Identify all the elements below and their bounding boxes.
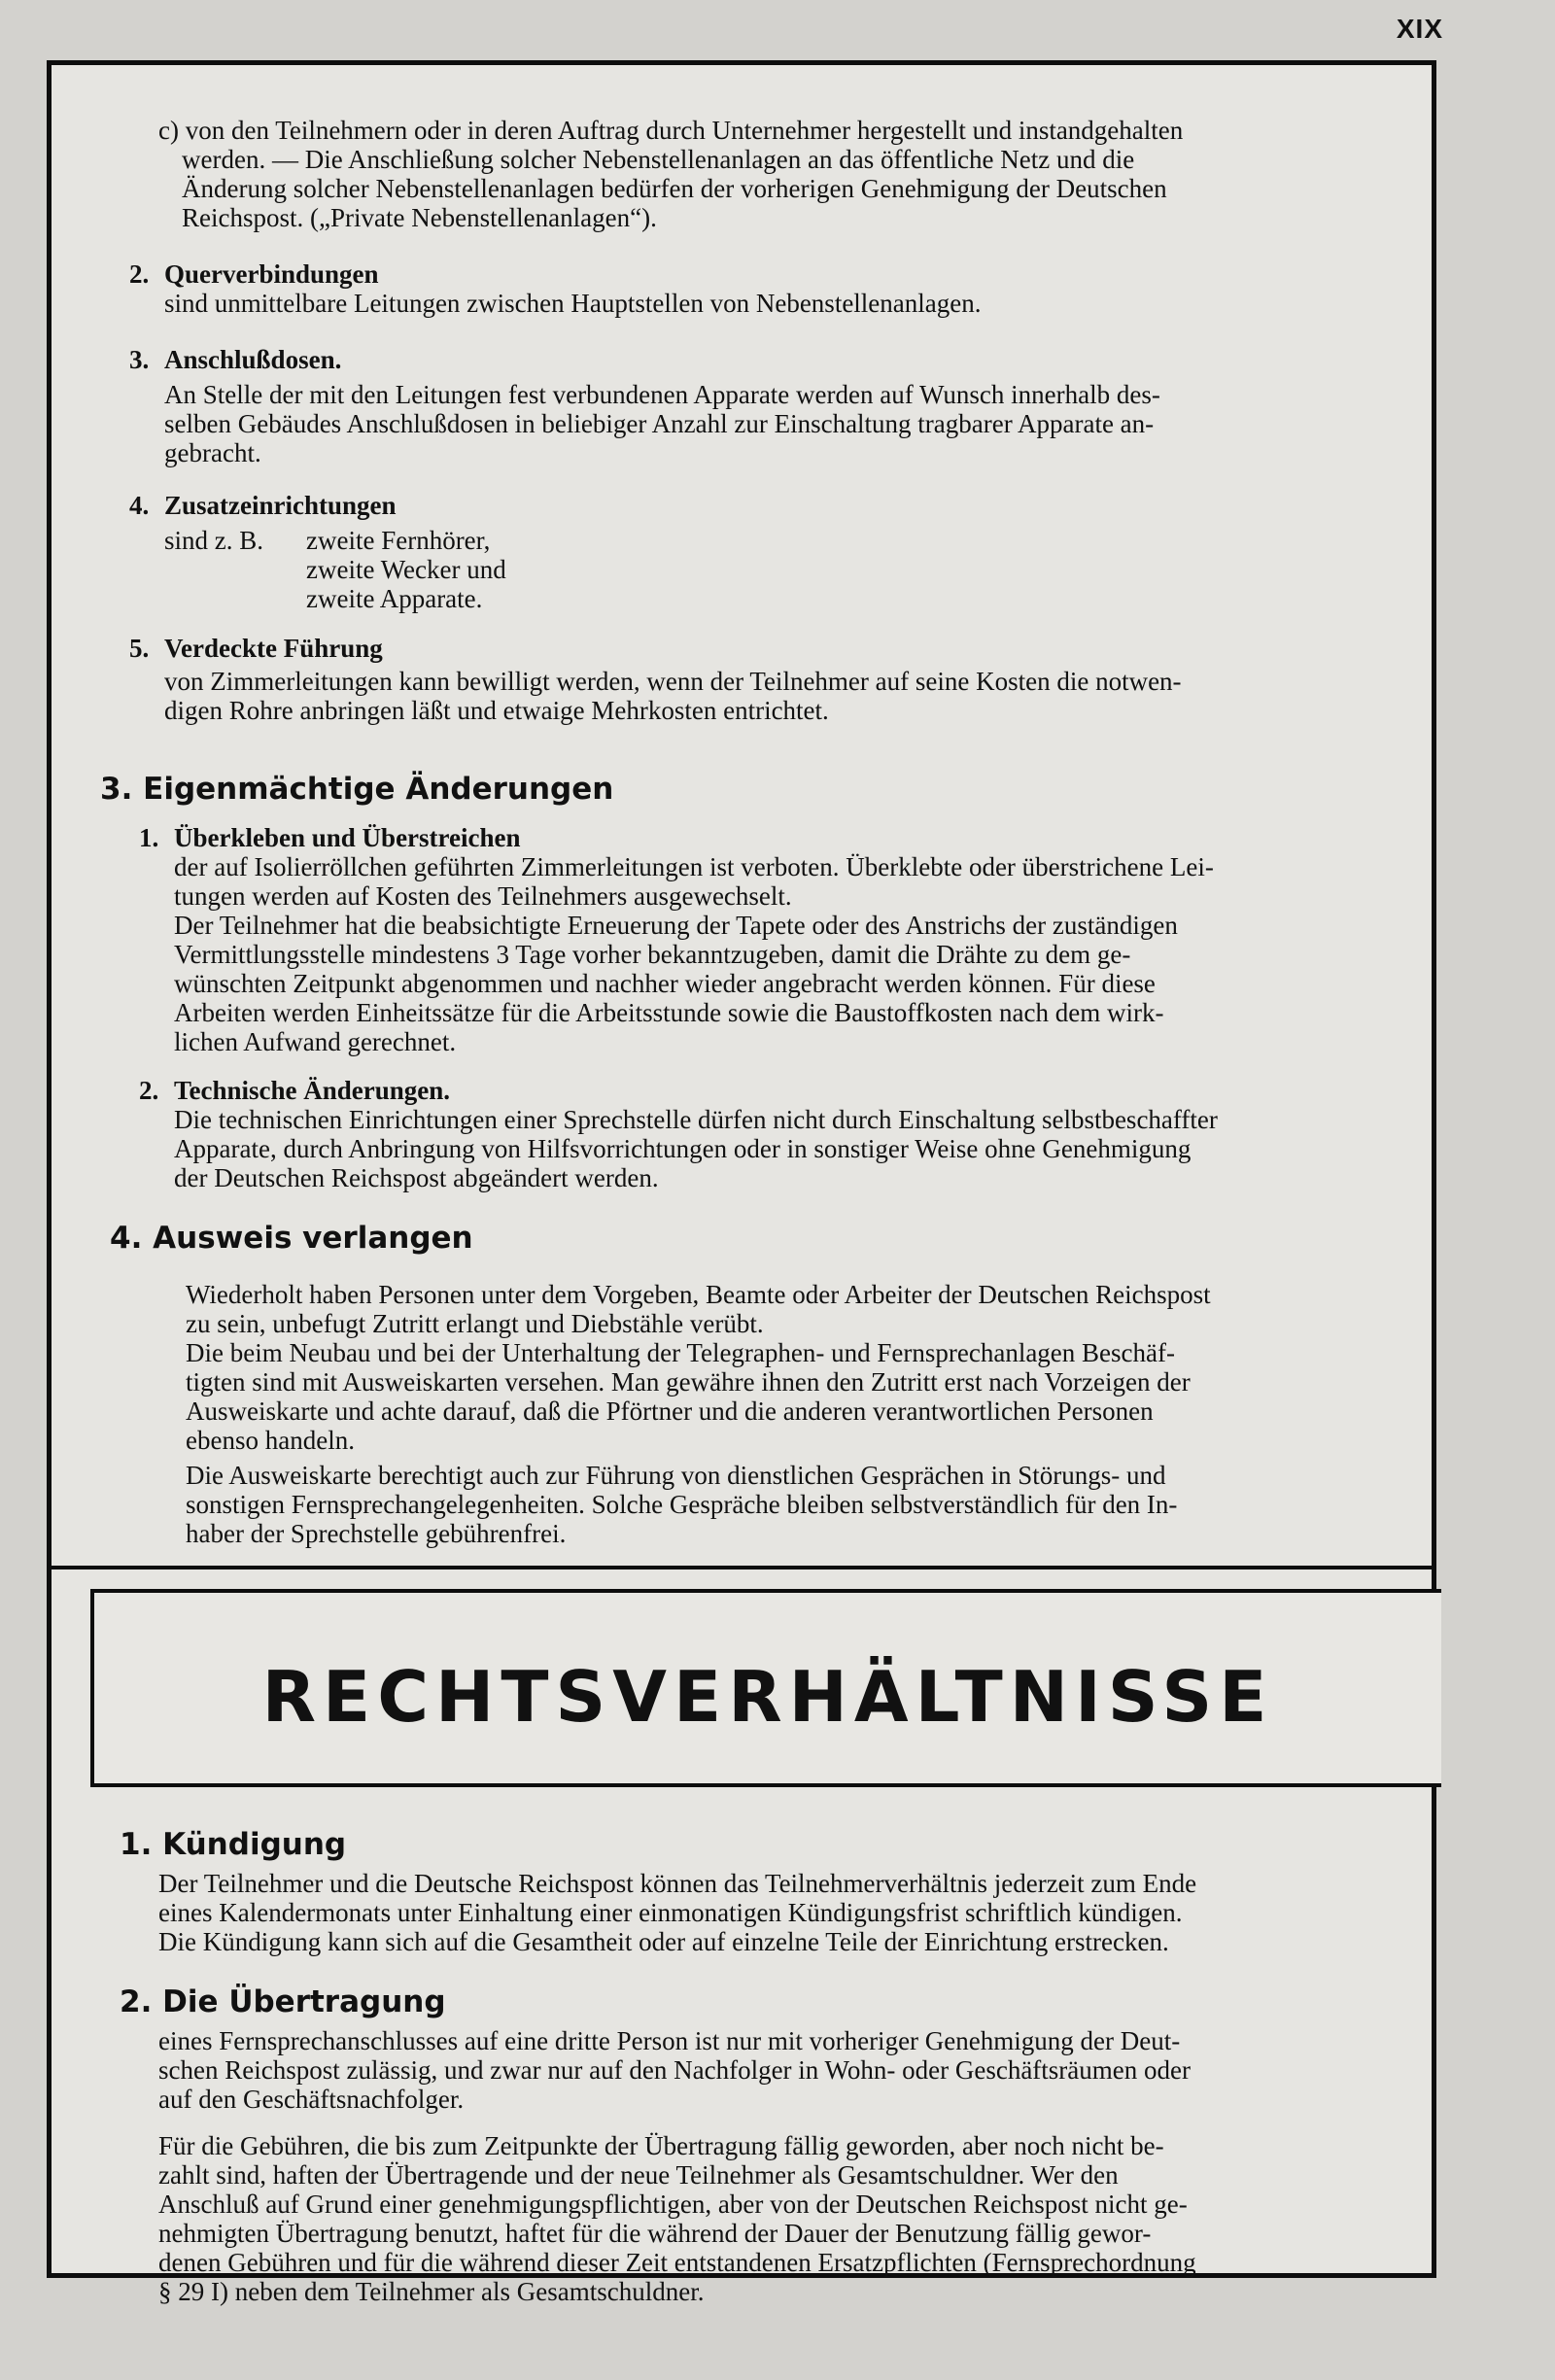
top-section <box>52 65 1432 1569</box>
text-line: Anschluß auf Grund einer genehmigungspflichtigen, aber von der Deutschen Reichspost nicht ge- <box>158 2190 1188 2219</box>
item-title: Querverbindungen <box>164 259 379 289</box>
item-c-paragraph <box>158 116 1364 232</box>
text-line: zahlt sind, haften der Übertragende und der neue Teilnehmer als Gesamtschuldner. Wer den <box>158 2160 1119 2190</box>
list-item: zweite Fernhörer, <box>306 526 491 555</box>
text-line: schen Reichspost zulässig, und zwar nur auf den Nachfolger in Wohn- oder Geschäftsräumen oder <box>158 2055 1191 2085</box>
item-number: 5. <box>129 634 150 663</box>
item-title: Verdeckte Führung <box>164 634 383 663</box>
text-line: Ausweiskarte und achte darauf, daß die Pförtner und die anderen verantwortlichen Personen <box>186 1397 1154 1426</box>
item-number: 2. <box>139 1076 159 1105</box>
item-heading <box>129 345 1364 374</box>
item-verdeckte-fuehrung <box>129 634 1364 725</box>
text-line: An Stelle der mit den Leitungen fest verbundenen Apparate werden auf Wunsch innerhalb des- <box>164 380 1160 409</box>
list-item: zweite Apparate. <box>306 584 483 613</box>
text-line: tigten sind mit Ausweiskarten versehen. Man gewähre ihnen den Zutritt erst nach Vorzeigen der <box>186 1367 1191 1397</box>
text-line: denen Gebühren und für die während dieser Zeit entstandenen Ersatzpflichten (Fernsprechordnung <box>158 2248 1196 2277</box>
text-line: § 29 I) neben dem Teilnehmer als Gesamtschuldner. <box>158 2277 705 2306</box>
text-line: Arbeiten werden Einheitssätze für die Arbeitsstunde sowie die Baustoffkosten nach dem wirk- <box>174 998 1164 1027</box>
text-line: werden. — Die Anschließung solcher Nebenstellenanlagen an das öffentliche Netz und die <box>182 145 1135 174</box>
text-line: Die beim Neubau und bei der Unterhaltung der Telegraphen- und Fernsprechanlagen Beschäf- <box>186 1338 1175 1367</box>
section-heading-eigenmaechtige-aenderungen: 3. Eigenmächtige Änderungen <box>100 772 614 807</box>
list-prefix: sind z. B. <box>164 526 264 555</box>
ausweis-paragraph-2 <box>186 1461 1395 1548</box>
text-line: nehmigten Übertragung benutzt, haftet für die während der Dauer der Benutzung fällig gewor- <box>158 2219 1152 2248</box>
item-heading <box>139 823 1393 852</box>
text-line: der auf Isolierröllchen geführten Zimmerleitungen ist verboten. Überklebte oder überstrichene Lei- <box>174 852 1214 881</box>
text-line: tungen werden auf Kosten des Teilnehmers ausgewechselt. <box>174 881 792 911</box>
item-zusatzeinrichtungen <box>129 491 1344 613</box>
text-line: digen Rohre anbringen läßt und etwaige Mehrkosten entrichtet. <box>164 696 829 725</box>
section-banner <box>90 1589 1441 1787</box>
text-line: Die technischen Einrichtungen einer Sprechstelle dürfen nicht durch Einschaltung selbstbeschaffter <box>174 1105 1218 1134</box>
text-line: zu sein, unbefugt Zutritt erlangt und Diebstähle verübt. <box>186 1309 764 1338</box>
item-number: 3. <box>129 345 150 374</box>
uebertragung-paragraph-1 <box>158 2026 1422 2114</box>
text-line: selben Gebäudes Anschlußdosen in beliebiger Anzahl zur Einschaltung tragbarer Apparate an- <box>164 409 1155 438</box>
text-line: Änderung solcher Nebenstellenanlagen bedürfen der vorherigen Genehmigung der Deutschen <box>182 174 1167 203</box>
banner-title: RECHTSVERHÄLTNISSE <box>261 1656 1274 1738</box>
text-line: Für die Gebühren, die bis zum Zeitpunkte der Übertragung fällig geworden, aber noch nicht be- <box>158 2131 1164 2160</box>
text-line: Der Teilnehmer hat die beabsichtigte Erneuerung der Tapete oder des Anstrichs der zuständigen <box>174 911 1178 940</box>
text-line: sind unmittelbare Leitungen zwischen Hauptstellen von Nebenstellenanlagen. <box>164 289 982 318</box>
text-line: ebenso handeln. <box>186 1426 355 1455</box>
list-item: zweite Wecker und <box>306 555 506 584</box>
item-number: 4. <box>129 491 150 520</box>
item-title: Zusatzeinrichtungen <box>164 491 397 520</box>
text-line: Wiederholt haben Personen unter dem Vorgeben, Beamte oder Arbeiter der Deutschen Reichspost <box>186 1280 1211 1309</box>
item-number: 1. <box>139 823 159 852</box>
text-line: Reichspost. („Private Nebenstellenanlagen“). <box>182 203 657 232</box>
text-line: auf den Geschäftsnachfolger. <box>158 2085 465 2114</box>
text-line: Der Teilnehmer und die Deutsche Reichspost können das Teilnehmerverhältnis jederzeit zum Ende <box>158 1869 1197 1898</box>
text-line: sonstigen Fernsprechangelegenheiten. Solche Gespräche bleiben selbstverständlich für den In- <box>186 1490 1178 1519</box>
item-number: 2. <box>129 259 150 289</box>
page-frame <box>47 60 1436 2306</box>
text-line: Die Ausweiskarte berechtigt auch zur Führung von dienstlichen Gesprächen in Störungs- und <box>186 1461 1166 1490</box>
page-number: XIX <box>1396 14 1443 44</box>
text-line: gebracht. <box>164 438 261 467</box>
item-title: Überkleben und Überstreichen <box>174 823 521 852</box>
item-title: Technische Änderungen. <box>174 1076 451 1105</box>
item-heading <box>129 634 1364 663</box>
item-heading <box>139 1076 1393 1105</box>
section-heading-kuendigung: 1. Kündigung <box>120 1827 347 1862</box>
item-anschlussdosen <box>129 345 1364 467</box>
item-ueberkleben <box>139 823 1393 1056</box>
item-title: Anschlußdosen. <box>164 345 342 374</box>
kuendigung-paragraph <box>158 1869 1422 1956</box>
text-line: eines Kalendermonats unter Einhaltung einer einmonatigen Kündigungsfrist schriftlich kündigen. <box>158 1898 1183 1927</box>
uebertragung-paragraph-2 <box>158 2131 1422 2306</box>
item-querverbindungen <box>129 259 1344 318</box>
item-heading <box>129 259 1344 289</box>
text-line: Die Kündigung kann sich auf die Gesamtheit oder auf einzelne Teile der Einrichtung erstrecken. <box>158 1927 1169 1956</box>
text-line: haber der Sprechstelle gebührenfrei. <box>186 1519 567 1548</box>
section-heading-ausweis-verlangen: 4. Ausweis verlangen <box>110 1221 473 1256</box>
text-line: wünschten Zeitpunkt abgenommen und nachher wieder angebracht werden können. Für diese <box>174 969 1156 998</box>
text-line: von Zimmerleitungen kann bewilligt werden, wenn der Teilnehmer auf seine Kosten die notwen- <box>164 667 1182 696</box>
item-heading <box>129 491 1344 520</box>
text-line: Vermittlungsstelle mindestens 3 Tage vorher bekanntzugeben, damit die Drähte zu dem ge- <box>174 940 1131 969</box>
section-heading-uebertragung: 2. Die Übertragung <box>120 1984 446 2019</box>
item-technische-aenderungen <box>139 1076 1393 1192</box>
text-line: Apparate, durch Anbringung von Hilfsvorrichtungen oder in sonstiger Weise ohne Genehmigung <box>174 1134 1192 1163</box>
text-line: c) von den Teilnehmern oder in deren Auftrag durch Unternehmer hergestellt und instandgehalten <box>158 116 1184 145</box>
ausweis-paragraph-1 <box>186 1280 1395 1455</box>
text-line: lichen Aufwand gerechnet. <box>174 1027 457 1056</box>
text-line: eines Fernsprechanschlusses auf eine dritte Person ist nur mit vorheriger Genehmigung der Deut- <box>158 2026 1181 2055</box>
text-line: der Deutschen Reichspost abgeändert werden. <box>174 1163 659 1192</box>
